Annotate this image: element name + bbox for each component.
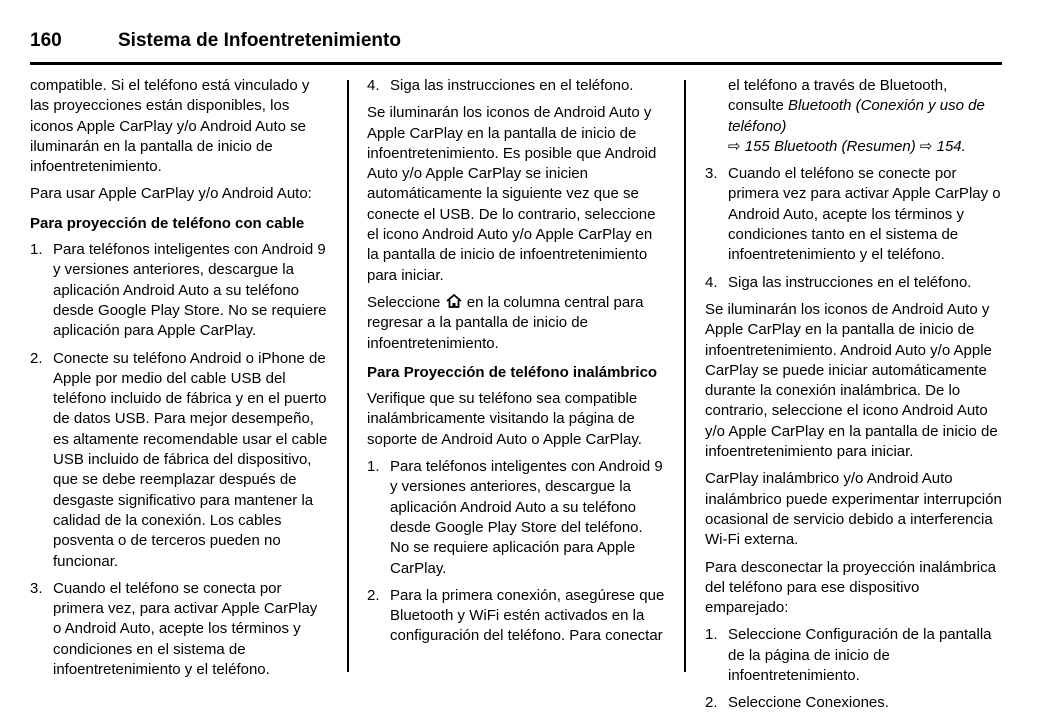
step-continuation	[705, 76, 1003, 157]
list-item	[705, 693, 1003, 713]
header-rule	[30, 62, 1002, 65]
column-divider-1	[347, 80, 349, 672]
list-item	[705, 164, 1003, 265]
paragraph: CarPlay inalámbrico y/o Android Auto inalámbrico puede experimentar interrupción ocasional de servicio debido a interferencia Wi-Fi externa.	[705, 470, 1002, 549]
page-number: 160	[30, 30, 62, 51]
step-number: 4.	[705, 273, 718, 291]
list-item	[367, 457, 665, 579]
paragraph: compatible. Si el teléfono está vinculado y las proyecciones están disponibles, los iconos Apple CarPlay y/o Android Auto se iluminarán en la pantalla de inicio de infoentretenimiento.	[30, 77, 310, 176]
step-number: 1.	[30, 241, 43, 259]
step-text: Cuando el teléfono se conecta por primera vez, para activar Apple CarPlay o Android Auto, acepte los términos y condiciones en el sistema de infoentretenimiento y el teléfono.	[53, 579, 318, 679]
step-number: 4.	[367, 77, 380, 94]
list-item	[30, 349, 328, 572]
page-header	[30, 30, 1002, 60]
wired-steps-continued	[367, 76, 665, 96]
step-text: Cuando el teléfono se conecte por primera vez para activar Apple CarPlay o Android Auto, acepte los términos y condiciones tanto en el sistema de infoentretenimiento y el teléfono.	[728, 165, 1001, 264]
step-number: 2.	[705, 694, 718, 712]
paragraph: Verifique que su teléfono sea compatible inalámbricamente visitando la página de soporte de Android Auto o Apple CarPlay.	[367, 390, 642, 448]
wired-steps-list	[30, 240, 328, 680]
step-number: 2.	[367, 586, 380, 604]
paragraph: Para usar Apple CarPlay y/o Android Auto:	[30, 185, 312, 203]
step-number: 1.	[705, 626, 718, 644]
page-arrow-icon: ⇨	[728, 137, 741, 155]
page-arrow-icon: ⇨	[919, 137, 933, 155]
step-text: Seleccione Configuración de la pantalla de la página de inicio de infoentretenimiento.	[728, 626, 992, 685]
step-text: Siga las instrucciones en el teléfono.	[728, 273, 972, 291]
list-item	[705, 273, 1003, 293]
column-divider-2	[684, 80, 686, 672]
column-3	[705, 76, 1003, 721]
subheading-wired-projection: Para proyección de teléfono con cable	[30, 214, 305, 232]
text-fragment: en la columna central para regresar a la pantalla de inicio de infoentretenimiento.	[367, 293, 644, 352]
cross-reference-link[interactable]: 155 Bluetooth (Resumen)	[744, 137, 916, 155]
cross-reference-link[interactable]: 154.	[936, 137, 966, 155]
text-fragment: Seleccione	[367, 293, 441, 311]
wireless-steps-list	[367, 457, 665, 647]
step-number: 1.	[367, 458, 380, 476]
list-item	[30, 579, 328, 680]
step-number: 2.	[30, 349, 43, 367]
column-1	[30, 76, 328, 687]
cross-reference-link[interactable]: Bluetooth (Conexión y uso de teléfono)	[728, 97, 985, 135]
paragraph-home	[367, 293, 665, 354]
list-item	[30, 240, 328, 341]
home-icon	[446, 293, 462, 309]
step-text: Para teléfonos inteligentes con Android 9 y versiones anteriores, descargue la aplicación Android Auto a su teléfono desde Google Play Store. No se requiere aplicación para Apple CarPlay.	[53, 241, 327, 340]
step-text: Para la primera conexión, asegúrese que Bluetooth y WiFi estén activados en la configuración del teléfono. Para conectar	[390, 586, 665, 645]
paragraph: Se iluminarán los iconos de Android Auto y Apple CarPlay en la pantalla de inicio de infoentretenimiento. Android Auto y/o Apple CarPlay se puede iniciar automáticamente durante la conexión inalámbrica. De lo contrario, seleccione el icono Android Auto y/o Apple CarPlay en la pantalla de inicio de infoentretenimiento para iniciar.	[705, 300, 998, 461]
step-text: Para teléfonos inteligentes con Android 9 y versiones anteriores, descargue la aplicación Android Auto a su teléfono desde Google Play Store del teléfono. No se requiere aplicación para Apple CarPlay.	[390, 458, 663, 577]
list-item	[705, 625, 1003, 686]
list-item	[367, 76, 665, 96]
paragraph: Para desconectar la proyección inalámbrica del teléfono para ese dispositivo emparejado:	[705, 558, 996, 617]
list-item	[367, 586, 665, 647]
subheading-wireless-projection: Para Proyección de teléfono inalámbrico	[367, 363, 658, 381]
paragraph: Se iluminarán los iconos de Android Auto y Apple CarPlay en la pantalla de inicio de infoentretenimiento. Es posible que Android Auto y/o Apple CarPlay se inicien automáticamente la siguiente vez que se conecte el USB. De lo contrario, seleccione el icono Android Auto y/o Apple CarPlay en la pantalla de inicio de infoentretenimiento para iniciar.	[367, 104, 657, 284]
step-text: el teléfono a través de Bluetooth, consulte	[728, 77, 948, 115]
step-number: 3.	[30, 579, 43, 597]
column-2	[367, 76, 665, 654]
disconnect-steps-list	[705, 625, 1003, 713]
step-text: Conecte su teléfono Android o iPhone de Apple por medio del cable USB del teléfono incluido de fábrica y en el puerto de datos USB. Para mejor desempeño, es altamente recomendable usar el cable USB incluido de fábrica del dispositivo, que se debe reemplazar después de desgaste significativo para mantener la calidad de la conexión. Los cables posventa o de terceros pueden no funcionar.	[53, 349, 328, 570]
step-text: Seleccione Conexiones.	[728, 694, 889, 712]
section-title: Sistema de Infoentretenimiento	[118, 30, 401, 51]
step-number: 3.	[705, 165, 718, 183]
wireless-steps-continued	[705, 164, 1003, 293]
step-text: Siga las instrucciones en el teléfono.	[390, 77, 634, 94]
